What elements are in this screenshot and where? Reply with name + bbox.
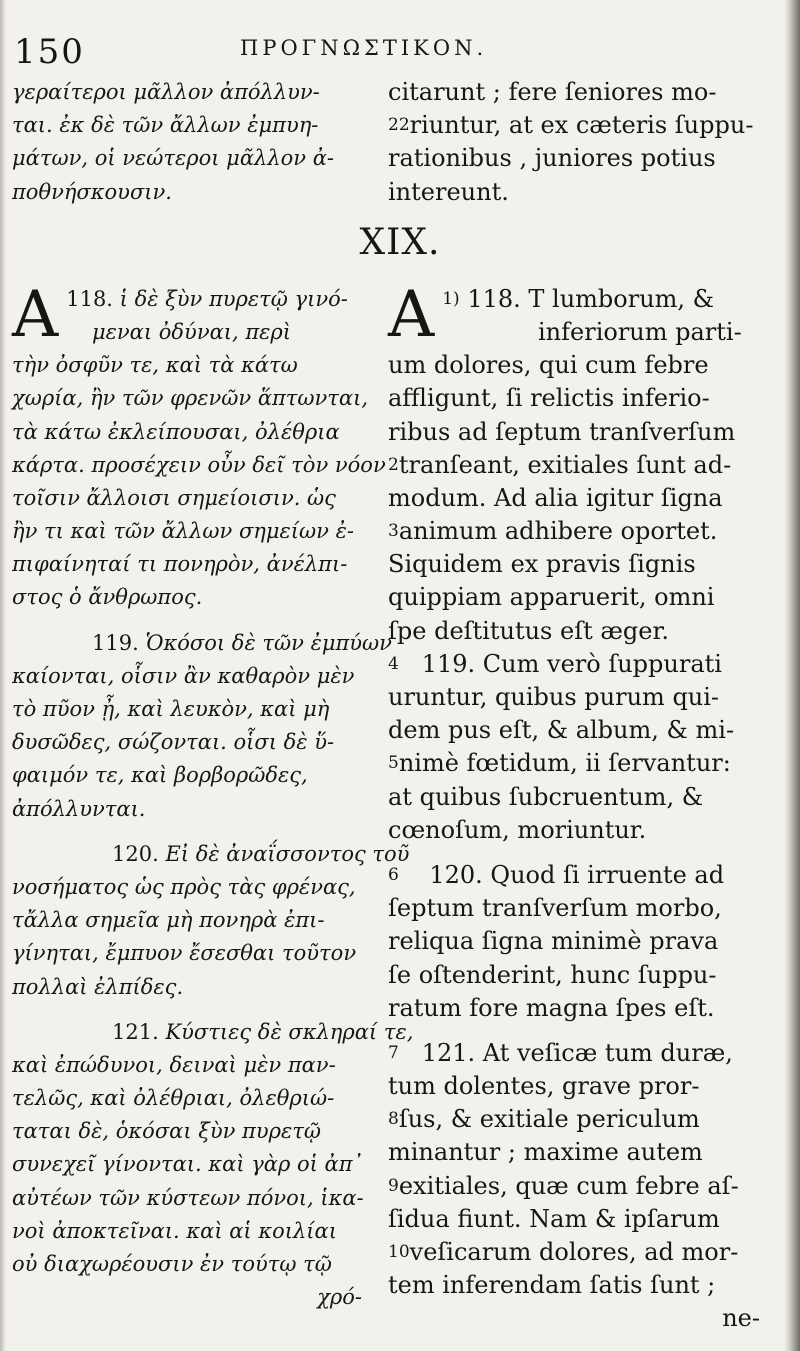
latin-paragraph-119 — [388, 648, 770, 847]
drop-cap: A — [12, 277, 59, 352]
margin-number: 22 — [388, 115, 410, 136]
latin-line: quippiam apparuerit, omni — [388, 583, 715, 612]
latin-line: rationibus , juniores potius — [388, 144, 716, 173]
latin-line: tem inferendam ſatis ſunt ; — [388, 1271, 716, 1300]
margin-number: 2 — [388, 454, 399, 475]
paragraph-gap — [388, 847, 770, 859]
section-gap — [12, 209, 382, 283]
greek-line — [12, 109, 382, 142]
latin-line-text: ſus, & exitiale periculum — [398, 1105, 700, 1134]
margin-number: 1) — [442, 288, 460, 309]
latin-line-text: nimè fœtidum, ii ſervantur: — [398, 749, 731, 778]
margin-number: 4 — [388, 653, 399, 674]
latin-line: ribus ad ſeptum tranſverſum — [388, 417, 736, 446]
latin-line: tum dolentes, grave pror- — [388, 1072, 700, 1101]
greek-line: τοῖσιν ἄλλοισι σημείοισιν. ὡς — [12, 485, 336, 510]
margin-number: 7 — [388, 1042, 399, 1063]
latin-line: um dolores, qui cum febre — [388, 351, 709, 380]
page-number: 150 — [14, 32, 85, 72]
latin-line: minantur ; maxime autem — [388, 1138, 703, 1167]
latin-line-text: exitiales, quæ cum febre aſ- — [398, 1171, 739, 1200]
margin-number: 3 — [388, 521, 399, 542]
latin-paragraph-120 — [388, 859, 770, 1025]
latin-line: intereunt. — [388, 177, 509, 206]
paragraph-number: 118. — [467, 284, 521, 313]
latin-line-text: Quod ſi irruente ad — [490, 860, 725, 889]
latin-line: Siquidem ex pravis ſignis — [388, 550, 696, 579]
latin-line: inferiorum parti- — [538, 317, 742, 346]
latin-line: dem pus eſt, & album, & mi- — [388, 716, 735, 745]
running-head — [12, 28, 782, 78]
page-edge-left — [0, 0, 6, 1351]
paragraph-number: 120. — [429, 860, 483, 889]
greek-line — [12, 1016, 414, 1049]
latin-line-text: Cum verò ſuppurati — [482, 649, 722, 678]
greek-line: καὶ ἐπώδυνοι, δειναὶ μὲν παν- — [12, 1052, 336, 1077]
section-gap — [388, 209, 770, 283]
latin-line: ſpe deſtitutus eſt æger. — [388, 616, 669, 645]
margin-number: 5 — [388, 753, 399, 774]
greek-line: στος ὁ ἄνθρωπος. — [12, 585, 203, 610]
paragraph-number: 120. — [112, 841, 159, 866]
latin-line: ſe oſtenderint, hunc ſuppu- — [388, 960, 717, 989]
catchword: χρό- — [317, 1285, 362, 1310]
header-title: ΠΡΟΓΝΩΣΤΙΚΟΝ. — [240, 36, 488, 60]
greek-line: ἢν τι καὶ τῶν ἄλλων σημείων ἐ- — [12, 519, 354, 544]
greek-line: ποθνήσκουσιν. — [12, 179, 172, 204]
paragraph-gap — [12, 1004, 382, 1016]
latin-line — [388, 1170, 770, 1203]
greek-line: τὰ κάτω ἐκλείπουσαι, ὀλέθρια — [12, 419, 340, 444]
greek-line: τὴν ὀσφῦν τε, καὶ τὰ κάτω — [12, 353, 298, 378]
latin-line — [388, 1103, 770, 1136]
latin-line — [388, 1236, 770, 1269]
greek-line: ἀπόλλυνται. — [12, 796, 146, 821]
margin-number: 8 — [388, 1109, 399, 1130]
margin-number: 10 — [388, 1242, 410, 1262]
paragraph-number: 119. — [92, 630, 139, 655]
greek-line: τἄλλα σημεῖα μὴ πονηρὰ ἐπι- — [12, 908, 325, 933]
greek-line: μάτων, οἱ νεώτεροι μᾶλλον ἀ- — [12, 146, 334, 171]
greek-line-text: Ὁκόσοι δὲ τῶν ἐμπύων — [145, 630, 392, 655]
greek-line: τὸ πῦον ᾖ, καὶ λευκὸν, καὶ μὴ — [12, 697, 330, 721]
latin-paragraph-121 — [388, 1037, 770, 1336]
section-heading: XIX. — [359, 222, 441, 263]
paragraph-number: 118. — [66, 286, 113, 311]
greek-line — [12, 627, 392, 660]
greek-line-text: Εἰ δὲ ἀναΐσσοντος τοῦ — [165, 841, 410, 866]
latin-line-text: veſicarum dolores, ad mor- — [409, 1238, 739, 1266]
latin-line — [388, 109, 770, 142]
latin-line: cœnoſum, moriuntur. — [388, 815, 647, 844]
greek-line: νοὶ ἀποκτεῖναι. καὶ αἱ κοιλίαι — [12, 1218, 337, 1243]
latin-line — [388, 1037, 770, 1070]
latin-line — [388, 747, 770, 780]
greek-line-text: Κύστιες δὲ σκληραί τε, — [165, 1019, 414, 1044]
greek-line: γίνηται, ἔμπυον ἔσεσθαι τοῦτον — [12, 941, 357, 966]
latin-line: reliqua ſigna minimè prava — [388, 927, 719, 956]
greek-line-text: ται. ἐκ δὲ τῶν ἄλλων ἐμπυη- — [12, 113, 319, 138]
greek-line: χωρία, ἢν τῶν φρενῶν ἅπτωνται, — [12, 386, 369, 411]
greek-line: φαιμόν τε, καὶ βορβορῶδες, — [12, 763, 308, 788]
latin-line-text: T lumborum, & — [528, 284, 715, 313]
greek-line: συνεχεῖ γίνονται. καὶ γὰρ οἱ ἀπ᾽ — [12, 1152, 364, 1177]
latin-column — [388, 76, 770, 1336]
paragraph-gap — [388, 1025, 770, 1037]
latin-paragraph-118 — [388, 277, 770, 648]
greek-line: καίονται, οἷσιν ἂν καθαρὸν μὲν — [12, 663, 355, 688]
margin-number: 6 — [388, 864, 399, 885]
paragraph-number: 119. — [421, 649, 476, 678]
drop-cap: A — [388, 277, 435, 352]
greek-paragraph-118 — [12, 277, 386, 615]
greek-line: πιφαίνηταί τι πονηρὸν, ἀνέλπι- — [12, 552, 348, 577]
latin-line: ſeptum tranſverſum morbo, — [388, 894, 722, 923]
catchword: ne- — [722, 1304, 760, 1333]
greek-line: κάρτα. προσέχειν οὖν δεῖ τὸν νόον — [12, 452, 386, 477]
greek-paragraph-120 — [12, 838, 410, 1004]
margin-number: 9 — [388, 1175, 399, 1196]
latin-line: affligunt, ſi relictis inferio- — [388, 384, 710, 413]
greek-line: δυσῶδες, σώζονται. οἷσι δὲ ὕ- — [12, 730, 335, 755]
greek-line — [12, 838, 410, 871]
latin-line: ratum fore magna ſpes eſt. — [388, 993, 715, 1022]
latin-line — [388, 449, 770, 482]
latin-line-text: riuntur, at ex cæteris ſuppu- — [409, 111, 754, 140]
latin-line: uruntur, quibus purum qui- — [388, 683, 720, 711]
page-edge-right — [784, 0, 800, 1351]
latin-line — [388, 648, 770, 681]
latin-line-text: tranſeant, exitiales ſunt ad- — [398, 450, 732, 479]
latin-line — [388, 515, 770, 548]
latin-line-text: At veſicæ tum duræ, — [482, 1038, 733, 1067]
greek-paragraph-119 — [12, 627, 392, 826]
greek-line: γεραίτεροι μᾶλλον ἀπόλλυν- — [12, 80, 320, 104]
greek-line: νοσήματος ὡς πρὸς τὰς φρένας, — [12, 874, 356, 899]
paragraph-number: 121. — [421, 1038, 476, 1067]
latin-line: ſidua fiunt. Nam & ipſarum — [388, 1204, 720, 1233]
greek-line: μεναι ὀδύναι, περὶ — [92, 319, 292, 344]
greek-line: ταται δὲ, ὁκόσαι ξὺν πυρετῷ — [12, 1119, 321, 1144]
latin-line: at quibus ſubcruentum, & — [388, 782, 704, 811]
paragraph-gap — [12, 826, 382, 838]
latin-line: modum. Ad alia igitur ſigna — [388, 483, 723, 512]
greek-line: πολλαὶ ἐλπίδες. — [12, 974, 184, 999]
greek-line: τελῶς, καὶ ὀλέθριαι, ὀλεθριώ- — [12, 1086, 335, 1111]
latin-line — [388, 859, 770, 892]
paragraph-number: 121. — [112, 1019, 159, 1044]
greek-line: αὐτέων τῶν κύστεων πόνοι, ἱκα- — [12, 1185, 364, 1210]
greek-line: οὐ διαχωρέουσιν ἐν τούτῳ τῷ — [12, 1252, 332, 1276]
greek-line-text: ἱ δὲ ξὺν πυρετῷ γινό- — [119, 286, 348, 311]
latin-line: citarunt ; fere ſeniores mo- — [388, 78, 717, 106]
latin-line-text: animum adhibere oportet. — [398, 517, 718, 546]
paragraph-gap — [12, 615, 382, 627]
